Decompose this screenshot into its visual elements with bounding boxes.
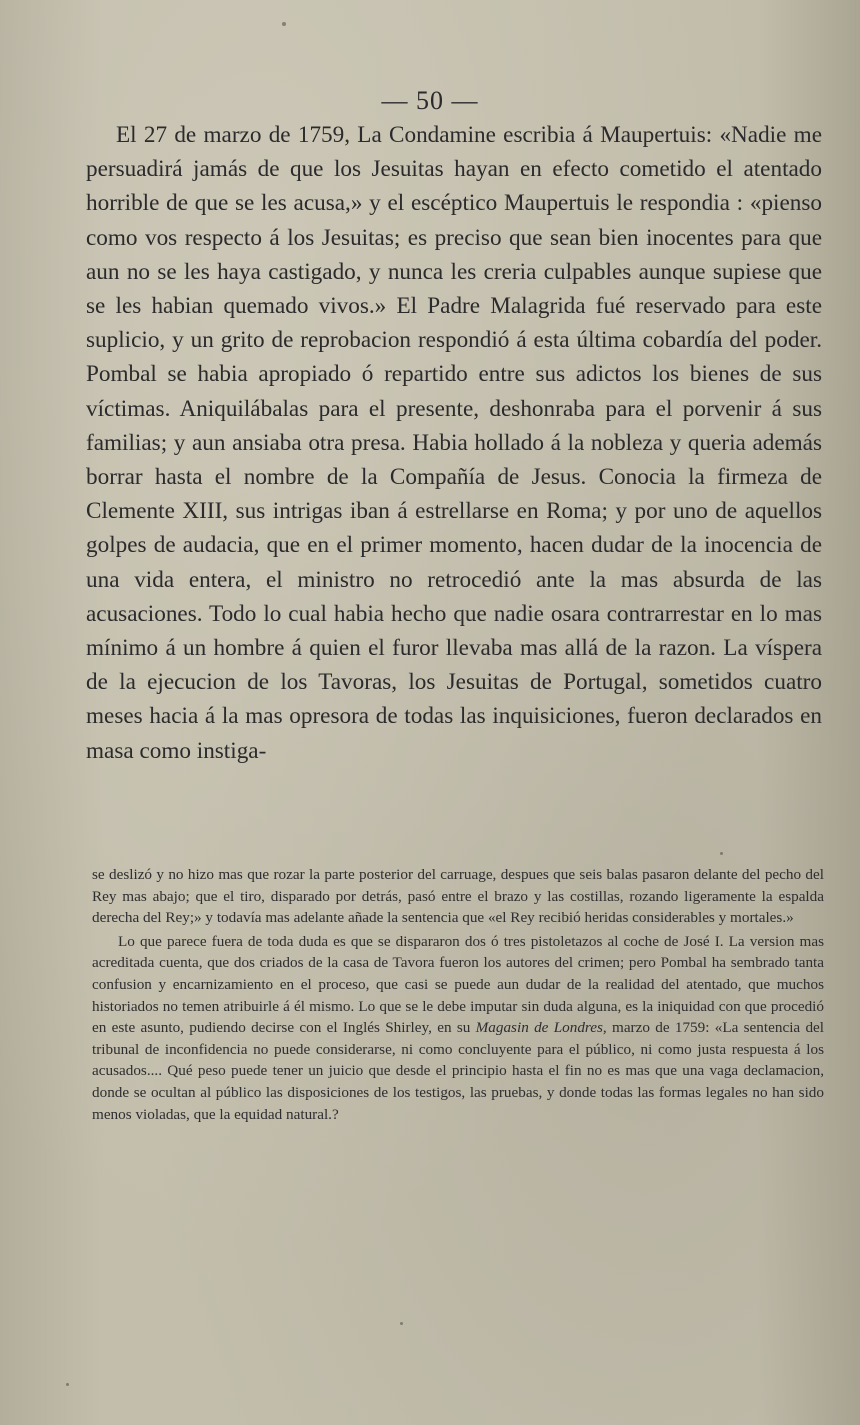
footnote-text-before-title: Lo que parece fuera de toda duda es que se dispararon dos ó tres pistoletazos al coche de José I. La version mas acreditada cuenta, que dos criados de la casa de Tavora fueron los autores del crimen; pero Pombal ha sembrado tanta confusion y encarnizamiento en el proceso, que casi se puede aun dudar de la realidad del atentado, que muchos historiados no temen atribuirle á él mismo. Lo que se le debe imputar sin duda alguna, es la iniquidad con que procedió en este asunto, pudiendo decirse con el Inglés Shirley, en su: [92, 932, 824, 1037]
footnote-paragraph: [92, 931, 824, 1125]
page-number: — 50 —: [381, 86, 479, 115]
footnote-continuation: se deslizó y no hizo mas que rozar la parte posterior del carruage, despues que seis balas pasaron delante del pecho del Rey mas abajo; que el tiro, disparado por detrás, pasó entre el brazo y las costillas, rozando ligeramente la espalda derecha del Rey;» y todavía mas adelante añade la sentencia que «el Rey recibió heridas considerables y mortales.»: [92, 866, 824, 927]
paper-speck: [282, 22, 286, 26]
footnote-italic-title: Magasin de Londres: [475, 1019, 603, 1037]
paper-speck: [66, 1383, 69, 1386]
footnote-text-after-title: , marzo de 1759: «La sentencia del tribunal de inconfidencia no puede considerarse, ni como concluyente para el público, ni como justa respuesta á los acusados.... Qué peso puede tener un juicio que desde el principio hasta el fin no es mas que una vaga declamacion, donde se ocultan al público las disposiciones de los testigos, las pruebas, y donde todas las formas legales no han sido menos violadas, que la equidad natural.?: [92, 1019, 824, 1123]
paper-speck: [720, 852, 723, 855]
paper-speck: [400, 1322, 403, 1325]
main-paragraph: El 27 de marzo de 1759, La Condamine escribia á Maupertuis: «Nadie me persuadirá jamás de que los Jesuitas hayan en efecto cometido el atentado horrible de que se les acusa,» y el escéptico Maupertuis le respondia : «pienso como vos respecto á los Jesuitas; es preciso que sean bien inocentes para que aun no se les haya castigado, y nunca les creria culpables aunque supiese que se les habian quemado vivos.» El Padre Malagrida fué reservado para este suplicio, y un grito de reprobacion respondió á esta última cobardía del poder. Pombal se habia apropiado ó repartido entre sus adictos los bienes de sus víctimas. Aniquilábalas para el presente, deshonraba para el porvenir á sus familias; y aun ansiaba otra presa. Habia hollado á la nobleza y queria además borrar hasta el nombre de la Compañía de Jesus. Conocia la firmeza de Clemente XIII, sus intrigas iban á estrellarse en Roma; y por uno de aquellos golpes de audacia, que en el primer momento, hacen dudar de la inocencia de una vida entera, el ministro no retrocedió ante la mas absurda de las acusaciones. Todo lo cual habia hecho que nadie osara contrarrestar en lo mas mínimo á un hombre á quien el furor llevaba mas allá de la razon. La víspera de la ejecucion de los Tavoras, los Jesuitas de Portugal, sometidos cuatro meses hacia á la mas opresora de todas las inquisiciones, fueron declarados en masa como instiga-: [86, 122, 822, 764]
footnotes: [92, 864, 824, 1125]
